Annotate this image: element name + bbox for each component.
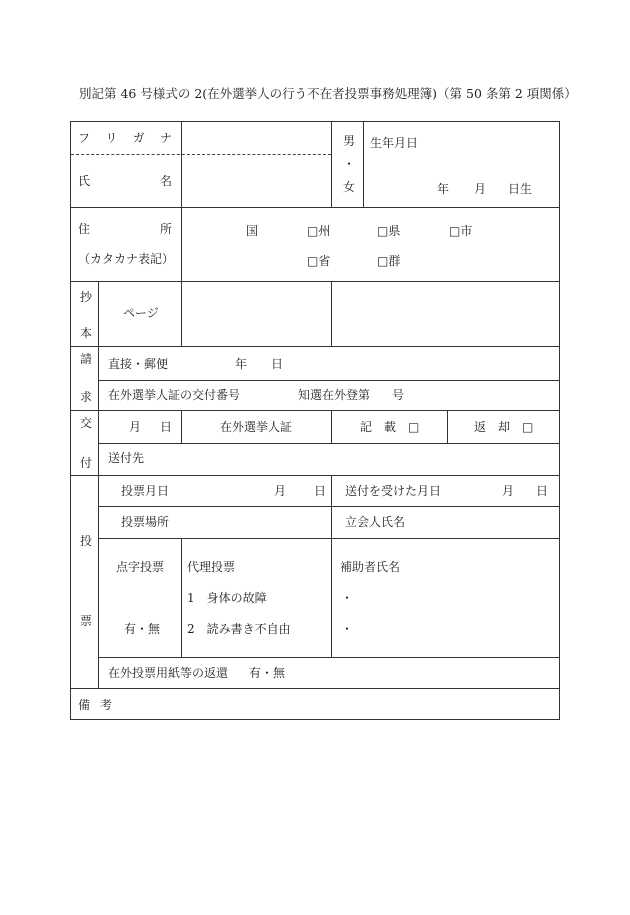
delivery-destination-label: 送付先 [108,451,145,465]
row-divider [71,346,560,347]
extract-label-top: 抄 [80,290,93,304]
assistant-bullet: ・ [341,591,354,605]
request-label-bottom: 求 [80,390,93,404]
extract-page-label: ページ [123,306,159,320]
address-katakana-note: （カタカナ表記） [78,252,175,266]
col-divider [181,538,182,657]
col-divider [181,410,182,443]
vote-day-label: 日 [314,484,327,498]
row-divider [98,380,560,381]
vote-place-label: 投票場所 [121,515,170,529]
delivery-entry-checkbox: 記 載 □ [360,420,420,434]
col-divider [331,475,332,538]
delivery-day-label: 日 [160,420,173,434]
col-divider [331,538,332,657]
address-state-checkbox: □州 [307,224,331,238]
row-divider [98,443,560,444]
delivery-label-top: 交 [80,416,93,430]
row-divider [71,688,560,689]
furigana-label: フ リ ガ ナ [78,131,172,145]
row-divider [98,506,560,507]
remarks-label: 備 考 [78,698,112,712]
col-divider [331,122,332,207]
row-divider [98,538,560,539]
row-divider [71,475,560,476]
col-divider [447,410,448,443]
col-divider [331,410,332,443]
proxy-reason-physical: 1 身体の故障 [187,591,267,605]
ballot-return-label: 在外投票用紙等の返還 [108,666,229,680]
sex-separator: ・ [343,157,356,171]
vote-label-top: 投 [80,534,93,548]
col-divider [98,346,99,410]
name-dashed-divider [71,154,331,155]
registry-label: 知選在外登第 [298,388,371,402]
row-divider [71,207,560,208]
address-county-checkbox: □群 [377,254,401,268]
request-day-label: 日 [271,357,284,371]
delivery-return-checkbox: 返 却 □ [474,420,534,434]
vote-label-bottom: 票 [80,614,93,628]
witness-name-label: 立会人氏名 [345,515,406,529]
col-divider [331,281,332,346]
received-day-label: 日 [536,484,549,498]
number-suffix: 号 [392,388,405,402]
delivery-month-label: 月 [129,420,142,434]
col-divider [98,410,99,475]
braille-vote-label: 点字投票 [116,560,165,574]
proxy-vote-label: 代理投票 [187,560,236,574]
assistant-bullet: ・ [341,622,354,636]
form-title: 別記第 46 号様式の 2(在外選挙人の行う不在者投票事務処理簿)（第 50 条第 2 項関係） [79,86,577,101]
col-divider [98,281,99,346]
address-city-checkbox: □市 [449,224,473,238]
proxy-reason-literacy: 2 読み書き不自由 [187,622,291,636]
birth-month-label: 月 [474,182,487,196]
received-date-label: 送付を受けた月日 [345,484,442,498]
birth-year-label: 年 [437,182,450,196]
row-divider [71,281,560,282]
received-month-label: 月 [502,484,515,498]
sex-female: 女 [343,180,356,194]
request-year-label: 年 [235,357,248,371]
assistant-name-label: 補助者氏名 [340,560,401,574]
braille-vote-value: 有・無 [124,622,161,636]
birthdate-label: 生年月日 [370,136,419,150]
delivery-label-bottom: 付 [80,456,93,470]
col-divider [181,122,182,207]
ballot-return-value: 有・無 [249,666,286,680]
request-method: 直接・郵便 [108,357,169,371]
name-label: 氏 名 [78,174,172,188]
col-divider [363,122,364,207]
vote-date-label: 投票月日 [121,484,170,498]
col-divider [181,281,182,346]
row-divider [98,657,560,658]
col-divider [98,475,99,688]
request-label-top: 請 [80,352,93,366]
vote-month-label: 月 [274,484,287,498]
cert-number-label: 在外選挙人証の交付番号 [108,388,241,402]
address-label: 住 所 [78,222,172,236]
row-divider [71,410,560,411]
address-country: 国 [246,224,259,238]
sex-male: 男 [343,134,356,148]
col-divider [181,207,182,281]
birth-day-label: 日生 [508,182,533,196]
extract-label-bottom: 本 [80,326,93,340]
address-province-checkbox: □省 [307,254,331,268]
delivery-cert-label: 在外選挙人証 [220,420,293,434]
address-prefecture-checkbox: □県 [377,224,401,238]
